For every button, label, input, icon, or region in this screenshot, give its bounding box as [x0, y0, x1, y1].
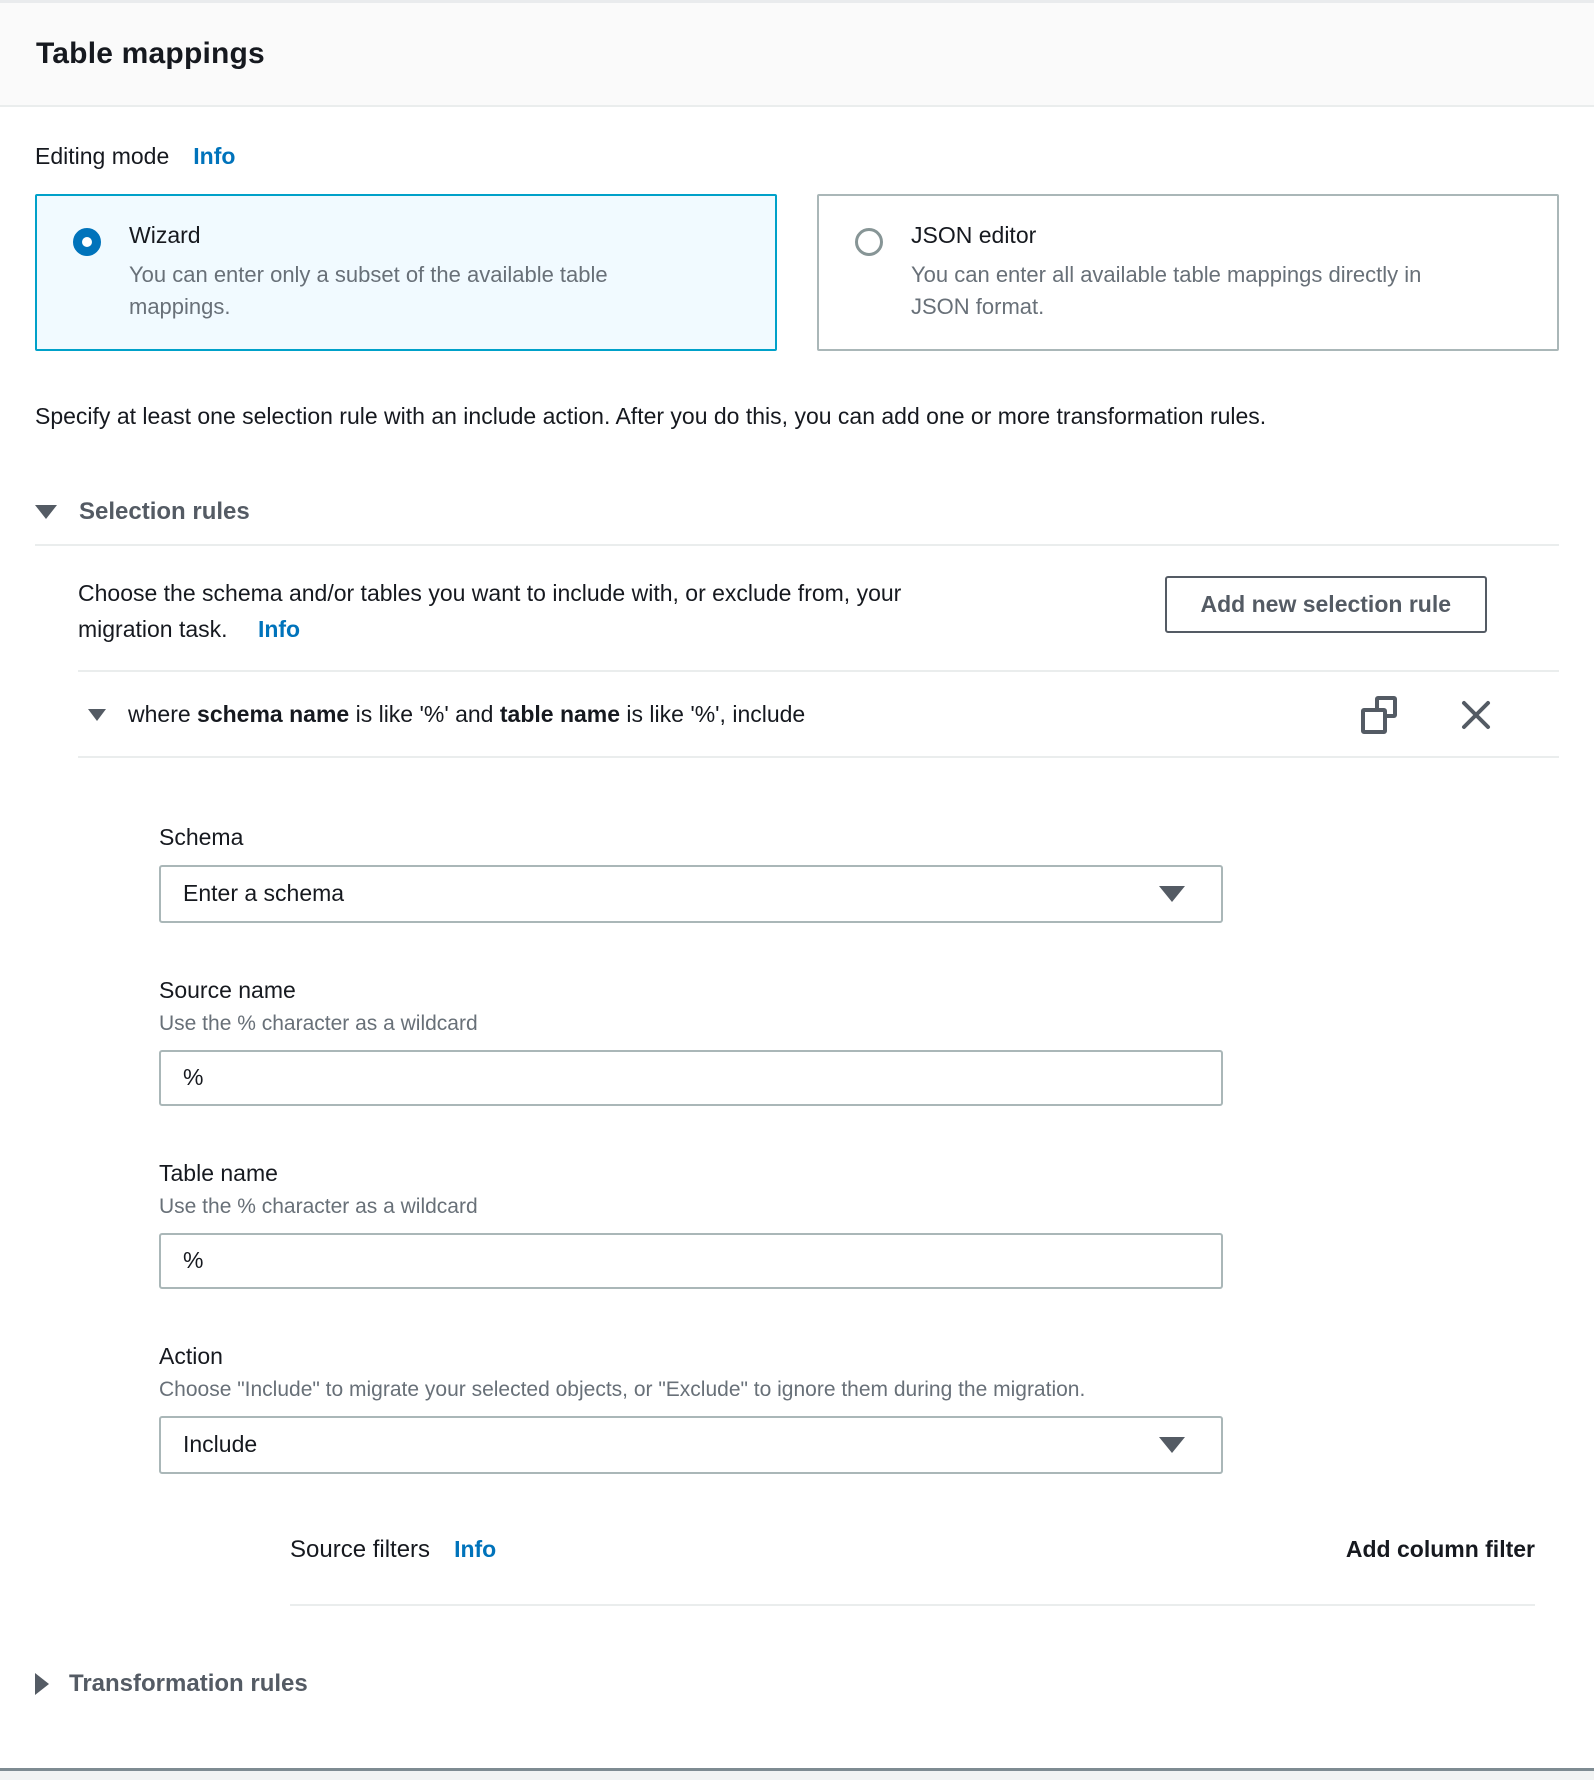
action-select-value: Include — [183, 1431, 258, 1458]
selection-rules-info-link[interactable]: Info — [257, 616, 301, 643]
transformation-rules-header[interactable] — [35, 1670, 1559, 1698]
rule-summary-schema: schema name — [197, 701, 350, 728]
panel-content — [0, 107, 1594, 1698]
remove-rule-button[interactable] — [1459, 698, 1493, 732]
schema-select[interactable] — [159, 865, 1223, 923]
schema-select-value: Enter a schema — [183, 880, 345, 907]
editing-mode-info-link[interactable]: Info — [193, 143, 236, 169]
selection-rules-header[interactable] — [35, 498, 1559, 526]
selection-rules-description — [78, 576, 988, 647]
selection-rules-title: Selection rules — [79, 498, 250, 526]
json-editor-option-title: JSON editor — [911, 222, 1037, 248]
editing-mode-row — [35, 143, 1559, 170]
action-field-group — [159, 1343, 1559, 1474]
json-editor-option-card[interactable] — [817, 194, 1559, 351]
rule-summary-suffix: is like '%', include — [620, 701, 806, 728]
action-helper: Choose "Include" to migrate your selected objects, or "Exclude" to ignore them during the migration. — [159, 1377, 1086, 1401]
selection-rules-description-row — [35, 576, 1559, 647]
json-editor-option-text — [911, 222, 1471, 323]
source-filters-info-link[interactable]: Info — [454, 1535, 497, 1562]
selection-rules-description-text: Choose the schema and/or tables you want to include with, or exclude from, your migration task. — [78, 580, 902, 643]
rule-triangle-down-icon[interactable] — [88, 709, 106, 721]
wizard-option-card[interactable] — [35, 194, 777, 351]
intro-text: Specify at least one selection rule with an include action. After you do this, you can add one or more transformation rules. — [35, 402, 1267, 429]
caret-down-icon — [1159, 1437, 1185, 1453]
panel-header — [0, 3, 1594, 107]
radio-selected-icon[interactable] — [73, 228, 101, 256]
source-name-label: Source name — [159, 976, 296, 1003]
close-icon — [1459, 698, 1493, 732]
divider — [35, 544, 1559, 546]
action-select[interactable] — [159, 1416, 1223, 1474]
table-name-label: Table name — [159, 1159, 278, 1186]
editing-mode-label: Editing mode — [35, 143, 170, 169]
triangle-right-icon — [35, 1673, 49, 1695]
add-column-filter-button[interactable]: Add column filter — [1345, 1535, 1535, 1562]
add-selection-rule-button[interactable]: Add new selection rule — [1165, 576, 1488, 633]
divider — [78, 756, 1559, 758]
transformation-rules-title: Transformation rules — [69, 1669, 308, 1697]
selection-rule-header — [35, 672, 1559, 756]
source-filters-label: Source filters — [290, 1535, 431, 1563]
action-label: Action — [159, 1342, 223, 1369]
source-name-input[interactable] — [159, 1050, 1223, 1106]
radio-unselected-icon[interactable] — [855, 228, 883, 256]
copy-icon — [1361, 696, 1397, 734]
source-name-helper: Use the % character as a wildcard — [159, 1011, 478, 1035]
source-filters-left — [290, 1536, 496, 1564]
rule-summary-mid: is like '%' and — [349, 701, 500, 728]
table-name-helper: Use the % character as a wildcard — [159, 1194, 478, 1218]
json-editor-option-description: You can enter all available table mappings directly in JSON format. — [911, 262, 1422, 319]
rule-actions — [1361, 696, 1493, 734]
rule-summary-table: table name — [499, 701, 621, 728]
bottom-strip — [0, 1768, 1594, 1780]
source-name-field-group — [159, 977, 1559, 1106]
rule-summary-prefix: where — [128, 701, 198, 728]
copy-rule-button[interactable] — [1361, 696, 1397, 734]
rule-summary — [128, 701, 1361, 728]
page-title: Table mappings — [36, 37, 265, 70]
table-name-field-group — [159, 1160, 1559, 1289]
triangle-down-icon — [35, 505, 57, 519]
schema-field-group — [159, 824, 1559, 923]
wizard-option-text — [129, 222, 689, 323]
schema-label: Schema — [159, 823, 244, 850]
wizard-option-description: You can enter only a subset of the available table mappings. — [129, 262, 608, 319]
source-filters-section — [290, 1536, 1535, 1606]
source-filters-row — [290, 1536, 1535, 1564]
table-name-input[interactable] — [159, 1233, 1223, 1289]
caret-down-icon — [1159, 886, 1185, 902]
editing-mode-tiles — [35, 194, 1559, 351]
wizard-option-title: Wizard — [129, 222, 201, 248]
selection-rule-body — [35, 824, 1559, 1606]
divider — [290, 1604, 1535, 1606]
